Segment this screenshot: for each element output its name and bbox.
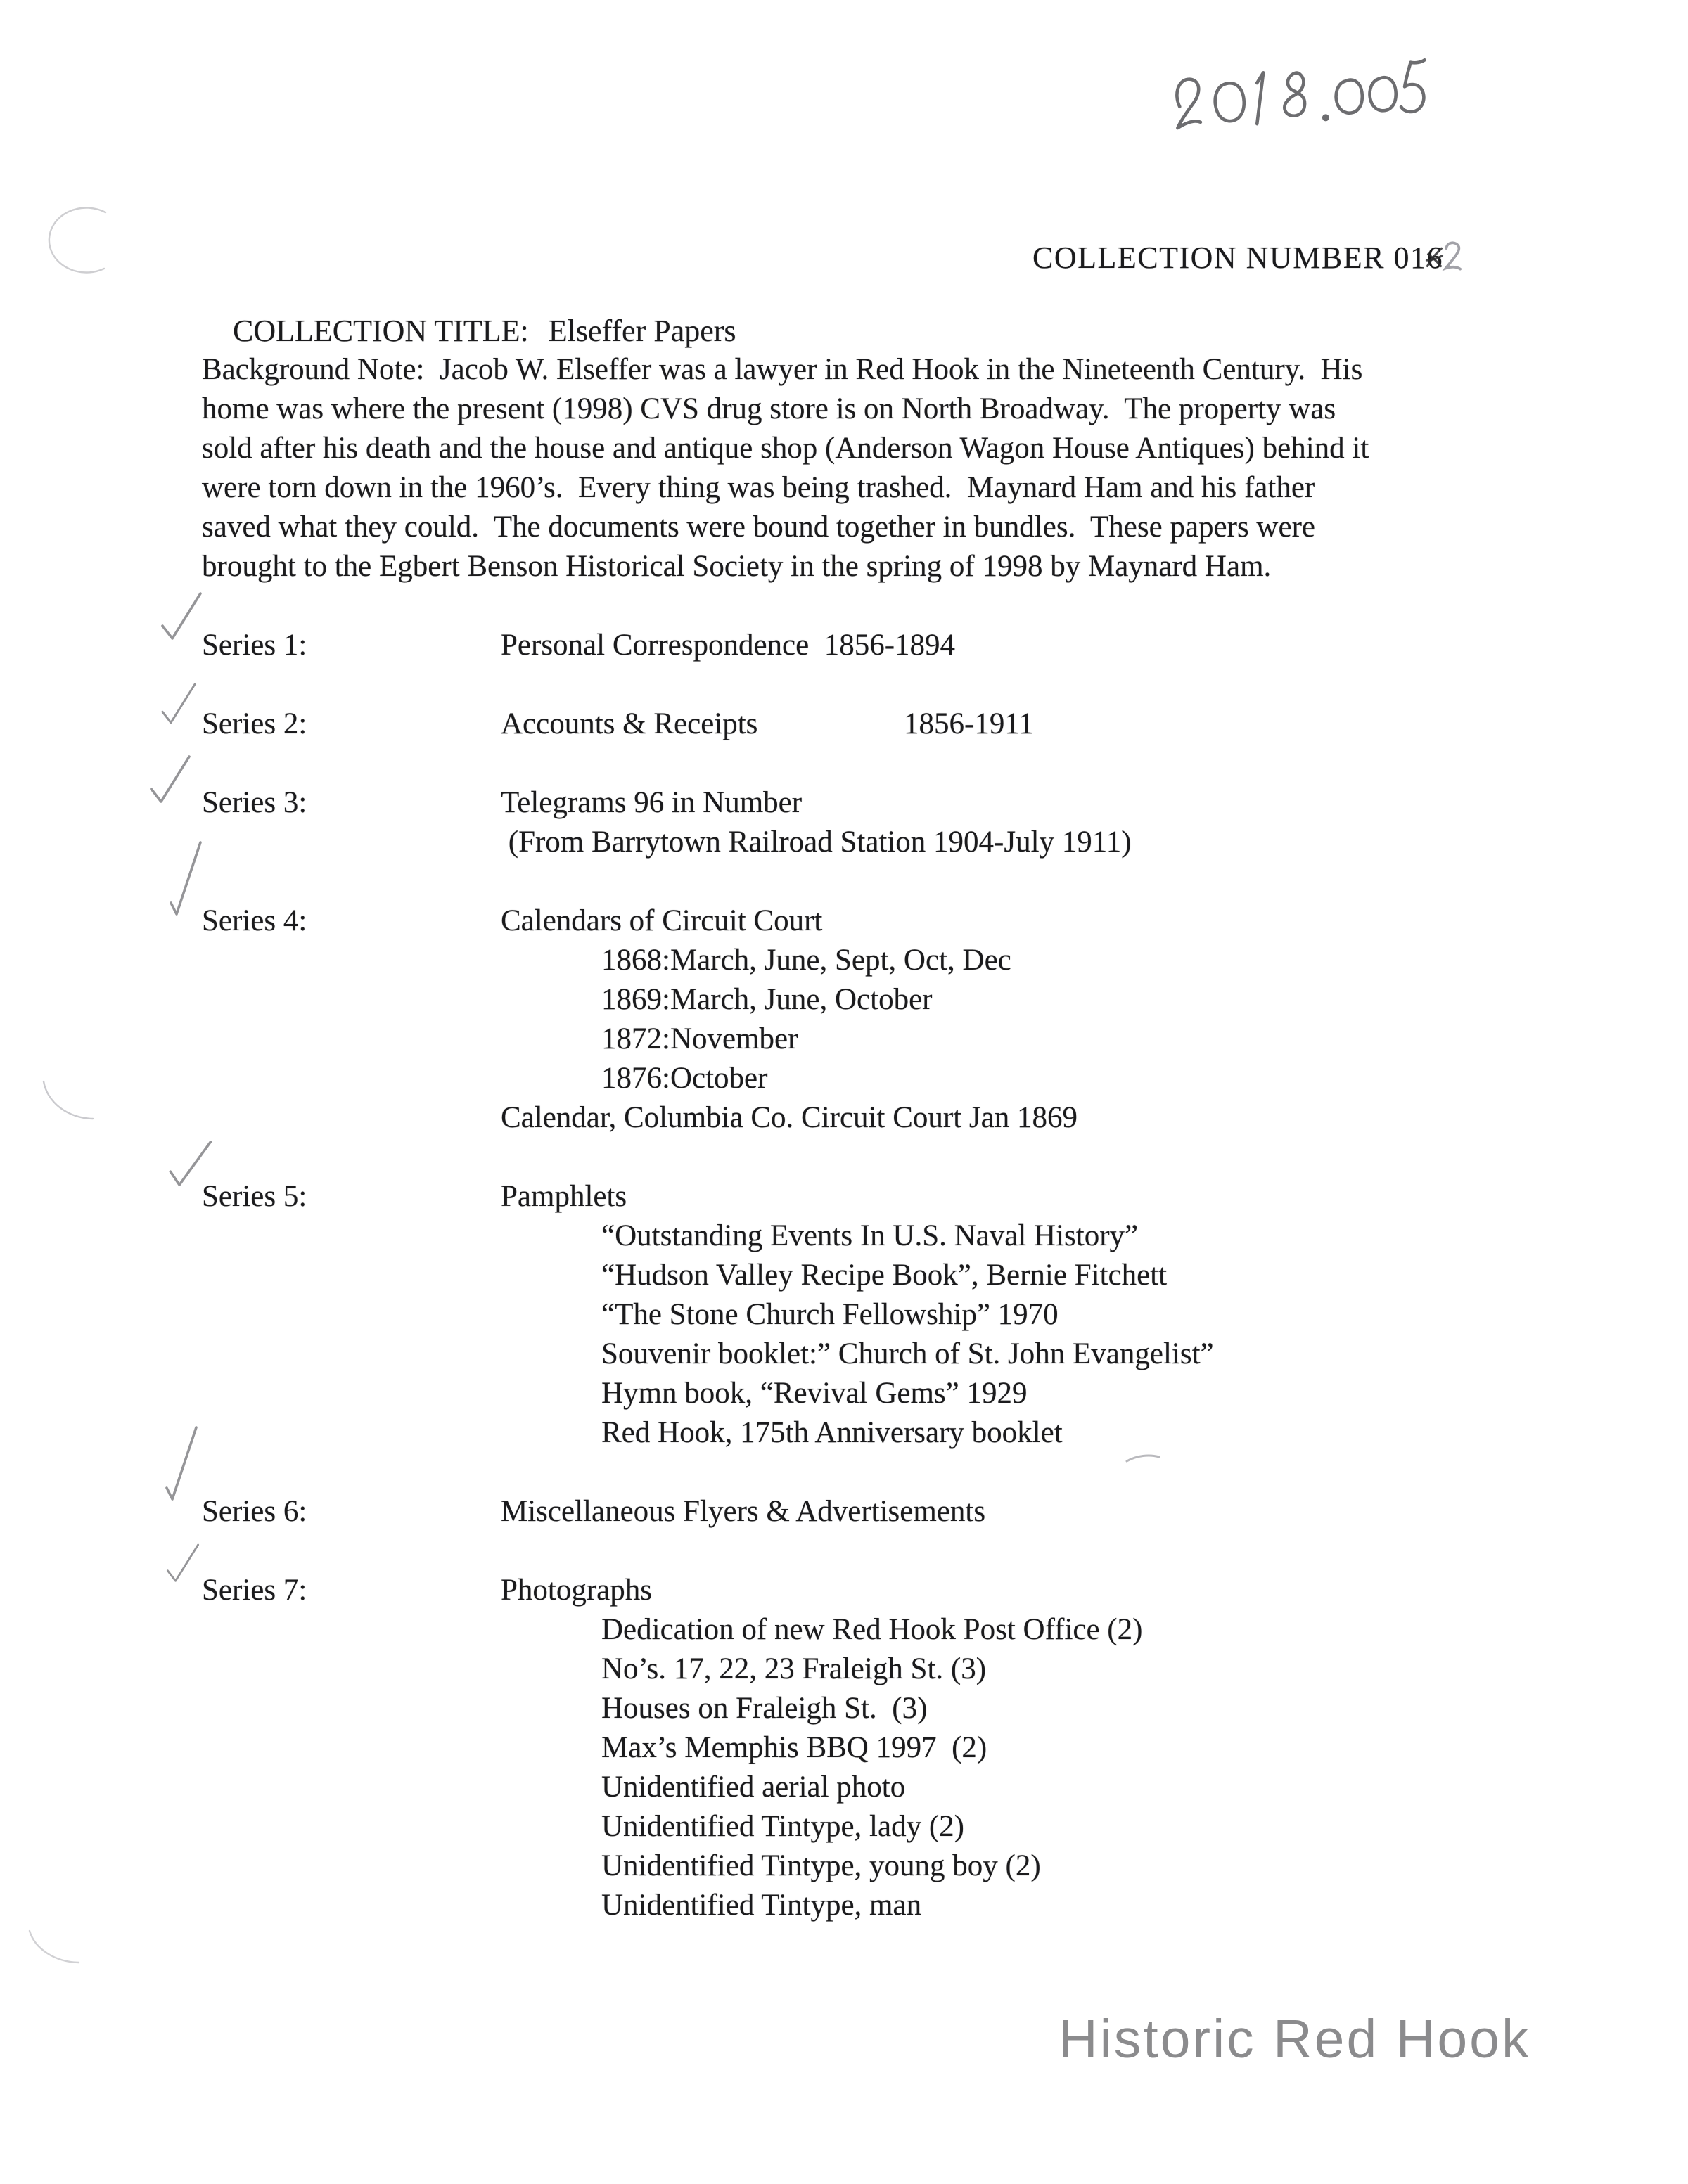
series-item-text: Unidentified Tintype, lady (2) xyxy=(601,1810,964,1843)
background-note-line: sold after his death and the house and antique shop (Anderson Wagon House Antiques) behind it xyxy=(202,432,1369,465)
series-item-text: Max’s Memphis BBQ 1997 (2) xyxy=(601,1731,987,1764)
ring-shadow-icon xyxy=(49,208,106,273)
accession-number-handwritten xyxy=(1156,41,1442,178)
series-rows xyxy=(501,626,1538,665)
series-item-text: Unidentified Tintype, young boy (2) xyxy=(601,1849,1041,1882)
series-item-text: Unidentified Tintype, man xyxy=(601,1889,922,1922)
collection-title-label: COLLECTION TITLE: xyxy=(233,314,529,348)
series-item-text: Hymn book, “Revival Gems” 1929 xyxy=(601,1377,1028,1410)
collection-number-struck-digit: 6 xyxy=(1426,240,1443,276)
collection-number-line xyxy=(997,203,1464,311)
series-rows xyxy=(501,783,1538,862)
series-item-text: 1872:November xyxy=(601,1022,798,1055)
series-entry xyxy=(202,901,1538,1138)
series-label: Series 4: xyxy=(202,904,307,937)
series-item-text: Red Hook, 175th Anniversary booklet xyxy=(601,1416,1063,1449)
collection-number-handwritten-digit xyxy=(1438,237,1466,274)
series-rows xyxy=(501,1177,1538,1453)
series-label: Series 5: xyxy=(202,1180,307,1213)
series-item-text: Calendar, Columbia Co. Circuit Court Jan 1869 xyxy=(501,1101,1078,1134)
series-list xyxy=(202,626,1538,1965)
series-item-text: No’s. 17, 22, 23 Fraleigh St. (3) xyxy=(601,1652,987,1685)
series-label: Series 3: xyxy=(202,786,307,819)
series-item-text: Dedication of new Red Hook Post Office (2) xyxy=(601,1613,1143,1646)
series-item-text: 1868:March, June, Sept, Oct, Dec xyxy=(601,944,1011,977)
series-item-text xyxy=(501,705,1538,744)
series-item-text: Souvenir booklet:” Church of St. John Evangelist” xyxy=(601,1337,1214,1370)
series-item-text: Accounts & Receipts xyxy=(501,707,758,740)
background-note-line: home was where the present (1998) CVS drug store is on North Broadway. The property was xyxy=(202,392,1336,425)
series-item-text: Unidentified aerial photo xyxy=(601,1771,906,1804)
series-item-text: Houses on Fraleigh St. (3) xyxy=(601,1692,928,1725)
series-entry xyxy=(202,626,1538,665)
background-note-line: were torn down in the 1960’s. Every thing was being trashed. Maynard Ham and his father xyxy=(202,471,1315,504)
pencil-checkmark-icon xyxy=(148,755,192,807)
background-note-line: Background Note: Jacob W. Elseffer was a lawyer in Red Hook in the Nineteenth Century. His xyxy=(202,353,1363,386)
pencil-checkmark-icon xyxy=(165,1543,200,1585)
pencil-checkmark-icon xyxy=(160,683,198,728)
series-rows xyxy=(501,705,1538,744)
series-rows xyxy=(501,1571,1538,1925)
pencil-checkmark-icon xyxy=(170,841,206,924)
series-entry xyxy=(202,1571,1538,1925)
series-item-text: “Outstanding Events In U.S. Naval History” xyxy=(601,1219,1139,1252)
series-item-text: Calendars of Circuit Court xyxy=(501,904,823,937)
collection-number-typed: 01 xyxy=(1393,240,1427,275)
series-item-text: (From Barrytown Railroad Station 1904-July 1911) xyxy=(501,826,1132,859)
watermark: Historic Red Hook xyxy=(1059,2009,1531,2069)
series-item-text: Miscellaneous Flyers & Advertisements xyxy=(501,1495,986,1528)
series-item-text: 1869:March, June, October xyxy=(601,983,933,1016)
series-item-text: “The Stone Church Fellowship” 1970 xyxy=(601,1298,1059,1331)
series-rows xyxy=(501,901,1538,1138)
series-item-text: Photographs xyxy=(501,1574,652,1607)
series-entry xyxy=(202,783,1538,862)
series-entry xyxy=(202,1177,1538,1453)
background-note-line: saved what they could. The documents were bound together in bundles. These papers were xyxy=(202,510,1315,544)
background-note xyxy=(202,350,1510,586)
series-label: Series 1: xyxy=(202,629,307,662)
ring-shadow-icon xyxy=(30,1931,79,1963)
collection-number-label: COLLECTION NUMBER xyxy=(1032,240,1394,275)
pencil-checkmark-icon xyxy=(165,1426,202,1509)
series-item-text: “Hudson Valley Recipe Book”, Bernie Fitchett xyxy=(601,1259,1168,1292)
series-item-text: Telegrams 96 in Number xyxy=(501,786,803,819)
series-label: Series 6: xyxy=(202,1495,307,1528)
pencil-checkmark-icon xyxy=(160,592,203,644)
series-item-text: 1876:October xyxy=(601,1062,768,1095)
ring-shadow-icon xyxy=(44,1081,93,1119)
series-label: Series 2: xyxy=(202,707,307,740)
background-note-line: brought to the Egbert Benson Historical Society in the spring of 1998 by Maynard Ham. xyxy=(202,550,1272,583)
series-item-text: Pamphlets xyxy=(501,1180,627,1213)
series-entry xyxy=(202,1492,1538,1531)
series-label: Series 7: xyxy=(202,1574,307,1607)
series-rows xyxy=(501,1492,1538,1531)
series-entry xyxy=(202,705,1538,744)
series-date-range: 1856-1911 xyxy=(904,707,1034,740)
series-item-text: Personal Correspondence 1856-1894 xyxy=(501,629,956,662)
collection-title-value: Elseffer Papers xyxy=(548,314,736,348)
